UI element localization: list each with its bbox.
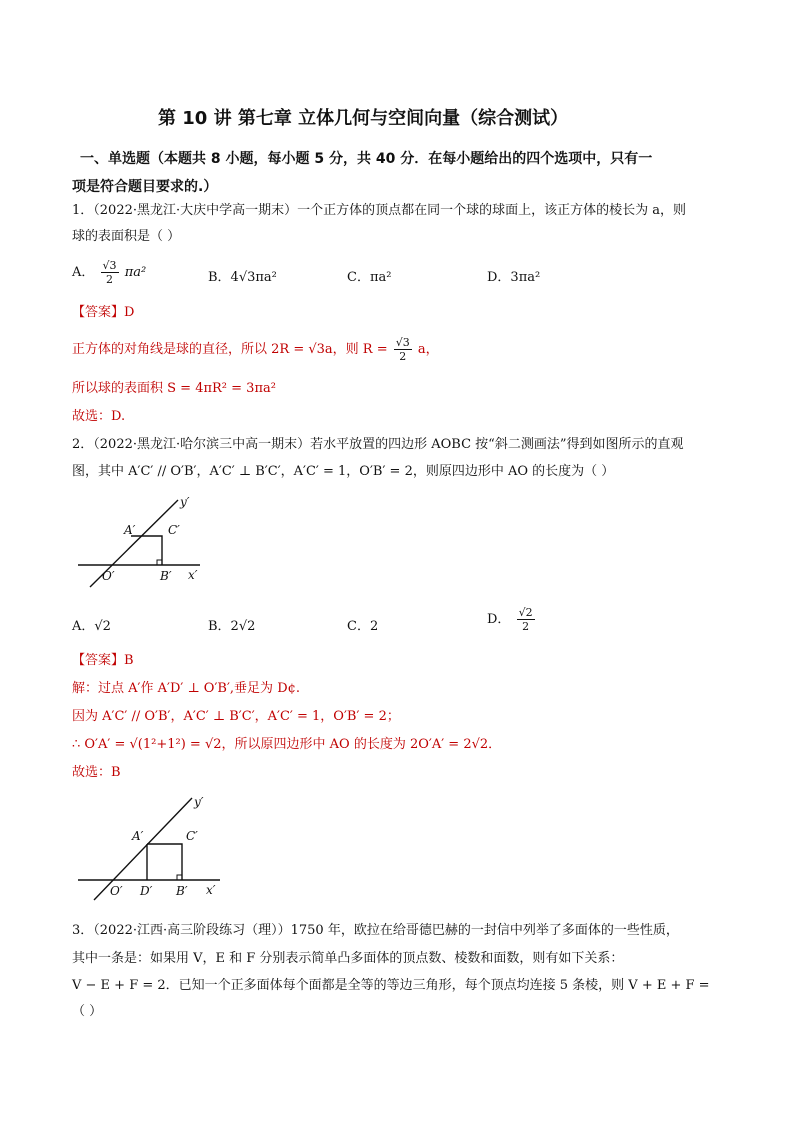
q1-solution-numerator: √3 [395,336,410,349]
point-d-label: D′ [140,884,153,898]
q1-solution-line2: 所以球的表面积 S = 4πR² = 3πa² [72,381,276,396]
q2-option-d-label: D． [487,612,511,627]
y-axis-label: y′ [194,795,204,809]
q1-solution-line1 [72,336,439,363]
q2-solution-line4: 故选：B [72,765,121,780]
q1-stem-line2: 球的表面积是（ ） [72,229,181,244]
q3-stem-line2: 其中一条是：如果用 V，E 和 F 分别表示简单凸多面体的顶点数、棱数和面数，则有如下关系： [72,951,624,966]
q2-option-d[interactable] [487,606,537,633]
q1-option-a-tail: πa² [124,265,147,280]
point-a-label: A′ [132,829,144,843]
q1-option-a-fraction [101,259,119,286]
q1-option-a-denominator: 2 [106,273,114,286]
q1-solution-text: 正方体的对角线是球的直径，所以 2R = √3a，则 R = [72,342,388,357]
q2-answer: 【答案】B [72,653,134,668]
point-b-label: B′ [176,884,188,898]
q1-option-c[interactable]: C．πa² [347,270,392,285]
q1-stem-line1: 1．（2022·黑龙江·大庆中学高一期末）一个正方体的顶点都在同一个球的球面上，该正方体的棱长为 a，则 [72,203,687,218]
point-c-label: C′ [168,523,180,537]
q1-solution-fraction [394,336,412,363]
q2-option-a[interactable]: A．√2 [72,619,111,634]
point-o-label: O′ [110,884,123,898]
q1-option-d[interactable]: D．3πa² [487,270,541,285]
q1-solution-denominator: 2 [399,350,407,363]
point-b-label: B′ [160,569,172,583]
q3-stem-line3: V − E + F = 2．已知一个正多面体每个面都是全等的等边三角形，每个顶点均连接 5 条棱，则 V + E + F = [72,978,710,993]
q2-option-d-denominator: 2 [522,620,530,633]
q1-answer: 【答案】D [72,305,135,320]
right-angle-mark [157,560,162,565]
q2-solution-figure [70,792,230,904]
x-axis-label: x′ [206,883,216,897]
q2-option-c[interactable]: C．2 [347,619,379,634]
q2-option-d-fraction [517,606,535,633]
y-axis-label: y′ [180,495,190,509]
q1-solution-line3: 故选：D. [72,409,126,424]
point-a-label: A′ [124,523,136,537]
x-axis-label: x′ [188,568,198,582]
q2-solution-line3: ∴ O′A′ = √(1²+1²) = √2，所以原四边形中 AO 的长度为 2O′A′ = 2√2． [72,737,502,752]
q1-option-a-label: A． [72,265,95,280]
q1-option-a-numerator: √3 [102,259,117,272]
q2-option-d-numerator: √2 [518,606,533,619]
q2-solution-line1: 解：过点 A′作 A′D′ ⊥ O′B′,垂足为 D¢. [72,681,301,696]
q2-solution-line2: 因为 A′C′ // O′B′，A′C′ ⊥ B′C′，A′C′ = 1，O′B′ = 2； [72,709,400,724]
q3-stem-line4: （ ） [72,1004,103,1019]
q1-option-a[interactable] [72,259,146,286]
point-c-label: C′ [186,829,198,843]
section-heading-line2: 项是符合题目要求的.） [72,179,218,195]
q2-stem-line1: 2．（2022·黑龙江·哈尔滨三中高一期末）若水平放置的四边形 AOBC 按“斜二测画法”得到如图所示的直观 [72,437,684,452]
q1-solution-tail: a， [417,342,439,357]
point-o-label: O′ [102,569,115,583]
q2-figure-oblique-view [70,492,210,592]
q1-option-b[interactable]: B．4√3πa² [208,270,277,285]
page-title: 第 10 讲 第七章 立体几何与空间向量（综合测试） [158,108,569,129]
q2-stem-line2: 图，其中 A′C′ // O′B′，A′C′ ⊥ B′C′，A′C′ = 1，O′B′ = 2，则原四边形中 AO 的长度为（ ） [72,464,615,479]
q3-stem-line1: 3．（2022·江西·高三阶段练习（理））1750 年，欧拉在给哥德巴赫的一封信中列举了多面体的一些性质， [72,923,679,938]
section-heading-line1: 一、单选题（本题共 8 小题，每小题 5 分，共 40 分．在每小题给出的四个选项中，只有一 [80,151,653,167]
q2-option-b[interactable]: B．2√2 [208,619,256,634]
right-angle-mark [177,875,182,880]
